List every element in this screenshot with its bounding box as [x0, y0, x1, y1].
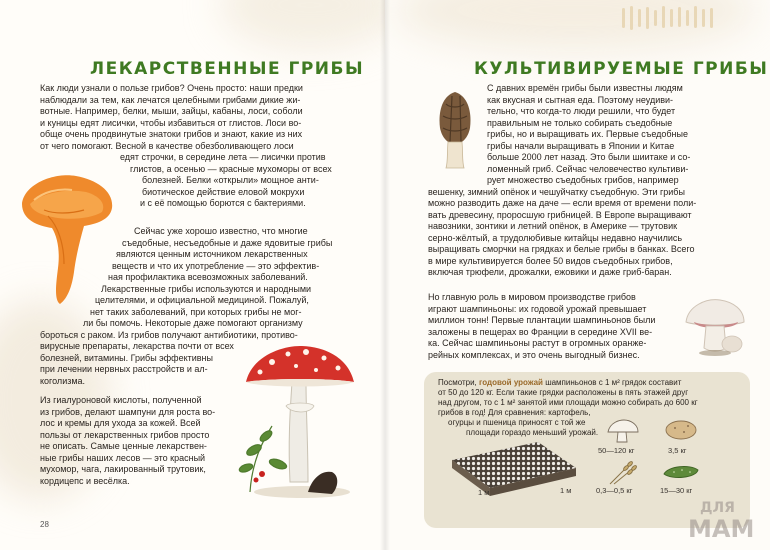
- body-text-line: ломенный гриб. Сейчас человечество культиви-: [487, 163, 689, 174]
- body-text-line: Но главную роль в мировом производстве грибов: [428, 292, 636, 302]
- body-text-line: лос и кремы для ухода за кожей. Всей: [40, 418, 201, 428]
- body-text-line: миллион тонн! Первые плантации шампиньонов были: [428, 315, 656, 325]
- body-text-line: не описать. Самые ценные лекарствен-: [40, 441, 207, 451]
- body-text-line: вать древесину, проросшую грибницей. В Европе выращивают: [428, 209, 692, 220]
- infobox-text-line: площади гораздо меньший урожай.: [466, 428, 599, 437]
- bed-width-label: 1 м: [478, 488, 490, 497]
- left-page-title: ЛЕКАРСТВЕННЫЕ ГРИБЫ: [90, 59, 365, 79]
- infobox-text-line: грибов в год! Для сравнения: картофель,: [438, 408, 591, 417]
- bed-depth-label: 1 м: [560, 486, 572, 495]
- body-text-line: ная профилактика всевозможных заболеваний.: [108, 272, 308, 282]
- body-text-line: обще очень продвинутые знатоки грибов и знают, какие из них: [40, 129, 303, 139]
- morel-illustration: [430, 88, 480, 172]
- body-text-line: Сейчас уже хорошо известно, что многие: [134, 226, 308, 236]
- body-text-line: ли бы помочь. Некоторые даже помогают организму: [83, 318, 303, 328]
- yield-highlight: годовой урожай: [479, 378, 543, 387]
- page-number: 28: [40, 520, 49, 529]
- right-page-title: КУЛЬТИВИРУЕМЫЕ ГРИБЫ: [474, 59, 769, 79]
- body-text-line: при лечении нервных расстройств и ал-: [40, 364, 208, 374]
- infobox-text-line: огурцы и пшеница приносят с той же: [448, 418, 586, 427]
- body-text-line: съедобные, несъедобные и даже ядовитые грибы: [122, 237, 333, 248]
- body-text-line: ные грибы наших лесов — это красный: [40, 452, 206, 463]
- body-text-line: навозники, зонтики и летний опёнок, в Америке — трутовик: [428, 221, 678, 231]
- body-text-line: и с её помощью борются с бактериями.: [140, 198, 306, 208]
- body-text-line: вотные. Например, белки, мыши, зайцы, кабаны, лоси, соболи: [40, 106, 303, 116]
- watermark-top: ДЛЯ: [700, 500, 735, 516]
- body-text-line: больше 2000 лет назад. Это были шиитаке и со-: [487, 152, 691, 162]
- body-text-line: от чего помогают. Весной в качестве обезболивающего лоси: [40, 140, 294, 151]
- mushroom-bed-illustration: [446, 436, 582, 506]
- champignon-illustration: [680, 296, 750, 358]
- body-text-line: Из гиалуроновой кислоты, полученной: [40, 395, 202, 405]
- body-text-line: С давних времён грибы были известны людям: [487, 83, 683, 93]
- mushroom-yield-label: 50—120 кг: [598, 446, 635, 455]
- body-text-line: включая трюфели, дрожалки, ежовики и даже гриб-баран.: [428, 267, 672, 277]
- mushroom-yield-icon: [604, 418, 640, 444]
- body-text-line: веществ и что их употребление — это эффектив-: [112, 260, 320, 271]
- infobox-text-line: [438, 378, 681, 388]
- watercolor-wash: [220, 0, 400, 50]
- decorative-texture: [618, 4, 728, 34]
- body-text-line: бороться с раком. Из грибов получают антибиотики, противо-: [40, 329, 298, 340]
- book-gutter: [380, 0, 390, 550]
- body-text-line: играют шампиньоны: их годовой урожай превышает: [428, 303, 647, 314]
- fly-agaric-illustration: [232, 342, 362, 500]
- body-text-line: выращивать сморчки на грядках и белые грибы в банках. Всего: [428, 244, 695, 254]
- cucumber-icon: [660, 462, 702, 482]
- body-text-line: пользы от лекарственных грибов просто: [40, 429, 210, 440]
- infobox-text: шампиньонов с 1 м² грядок составит: [542, 378, 682, 387]
- infobox-text: Посмотри,: [438, 378, 479, 387]
- body-text-line: рейных комплексах, и это очень выгодный бизнес.: [428, 349, 640, 360]
- body-text-line: кордицепс и весёлка.: [40, 475, 130, 486]
- body-text-line: болезней, витамины. Грибы эффективны: [40, 352, 213, 363]
- body-text-line: вирусные препараты, лекарства почти от всех: [40, 341, 234, 351]
- body-text-line: заложены в пещерах во Франции в середине XVII ве-: [428, 326, 653, 337]
- body-text-line: правильным не только собирать съедобные: [487, 117, 673, 128]
- body-text-line: грибы, но и выращивать их. Первые съедобные: [487, 129, 688, 139]
- body-text-line: нет таких заболеваний, при которых грибы не мог-: [90, 306, 302, 317]
- body-text-line: целителями, и официальной медициной. Пожалуй,: [95, 295, 309, 305]
- body-text-line: как вкусная и сытная еда. Поэтому неудиви-: [487, 94, 674, 105]
- body-text-line: грибы начали выращивать в Японии и Китае: [487, 140, 675, 151]
- body-text-line: серно-жёлтый, а трудолюбивые китайцы недавно научились: [428, 232, 683, 243]
- body-text-line: вешенку, зимний опёнок и чешуйчатку съедобную. Эти грибы: [428, 186, 685, 197]
- body-text-line: коголизма.: [40, 375, 86, 386]
- body-text-line: глистов, а осенью — красные мухоморы от всех: [130, 163, 332, 174]
- watermark-bottom: МАМ: [688, 515, 755, 543]
- body-text-line: Лекарственные грибы используются и народными: [101, 283, 312, 294]
- body-text-line: мухомор, чага, лакированный трутовик,: [40, 464, 206, 474]
- body-text-line: из грибов, делают шампуни для роста во-: [40, 406, 216, 417]
- body-text-line: рует множество съедобных грибов, например: [487, 175, 679, 185]
- wheat-yield-label: 0,3—0,5 кг: [596, 486, 633, 495]
- wheat-icon: [604, 458, 640, 486]
- body-text-line: тельно, что когда-то люди решили, что будет: [487, 106, 676, 116]
- body-text-line: ка. Сейчас шампиньоны растут в огромных оранже-: [428, 338, 647, 348]
- body-text-line: в мире культивируется более 50 видов съедобных грибов,: [428, 255, 673, 266]
- body-text-line: болезней. Белки «открыли» мощное анти-: [142, 175, 319, 185]
- body-text-line: биотическое действие еловой мокрухи: [142, 186, 305, 197]
- infobox-text-line: от 50 до 120 кг. Если такие грядки расположены в пять этажей друг: [438, 388, 689, 397]
- body-text-line: являются ценным источником лекарственных: [116, 249, 308, 259]
- body-text-line: можно разводить даже на даче — если время от времени поли-: [428, 198, 697, 208]
- potato-yield-label: 3,5 кг: [668, 446, 687, 455]
- chanterelle-illustration: [14, 164, 120, 310]
- potato-icon: [664, 418, 698, 442]
- cucumber-yield-label: 15—30 кг: [660, 486, 693, 495]
- body-text-line: наблюдали за тем, как лечатся целебными грибами дикие жи-: [40, 94, 301, 105]
- body-text-line: едят строчки, в середине лета — лисички против: [120, 152, 326, 162]
- body-text-line: и куницы едят лисички, чтобы избавиться от глистов. Лоси во-: [40, 117, 302, 128]
- infobox-text-line: над другом, то с 1 м² занятой ими площади можно собирать до 600 кг: [438, 398, 698, 407]
- body-text-line: Как люди узнали о пользе грибов? Очень просто: наши предки: [40, 83, 303, 93]
